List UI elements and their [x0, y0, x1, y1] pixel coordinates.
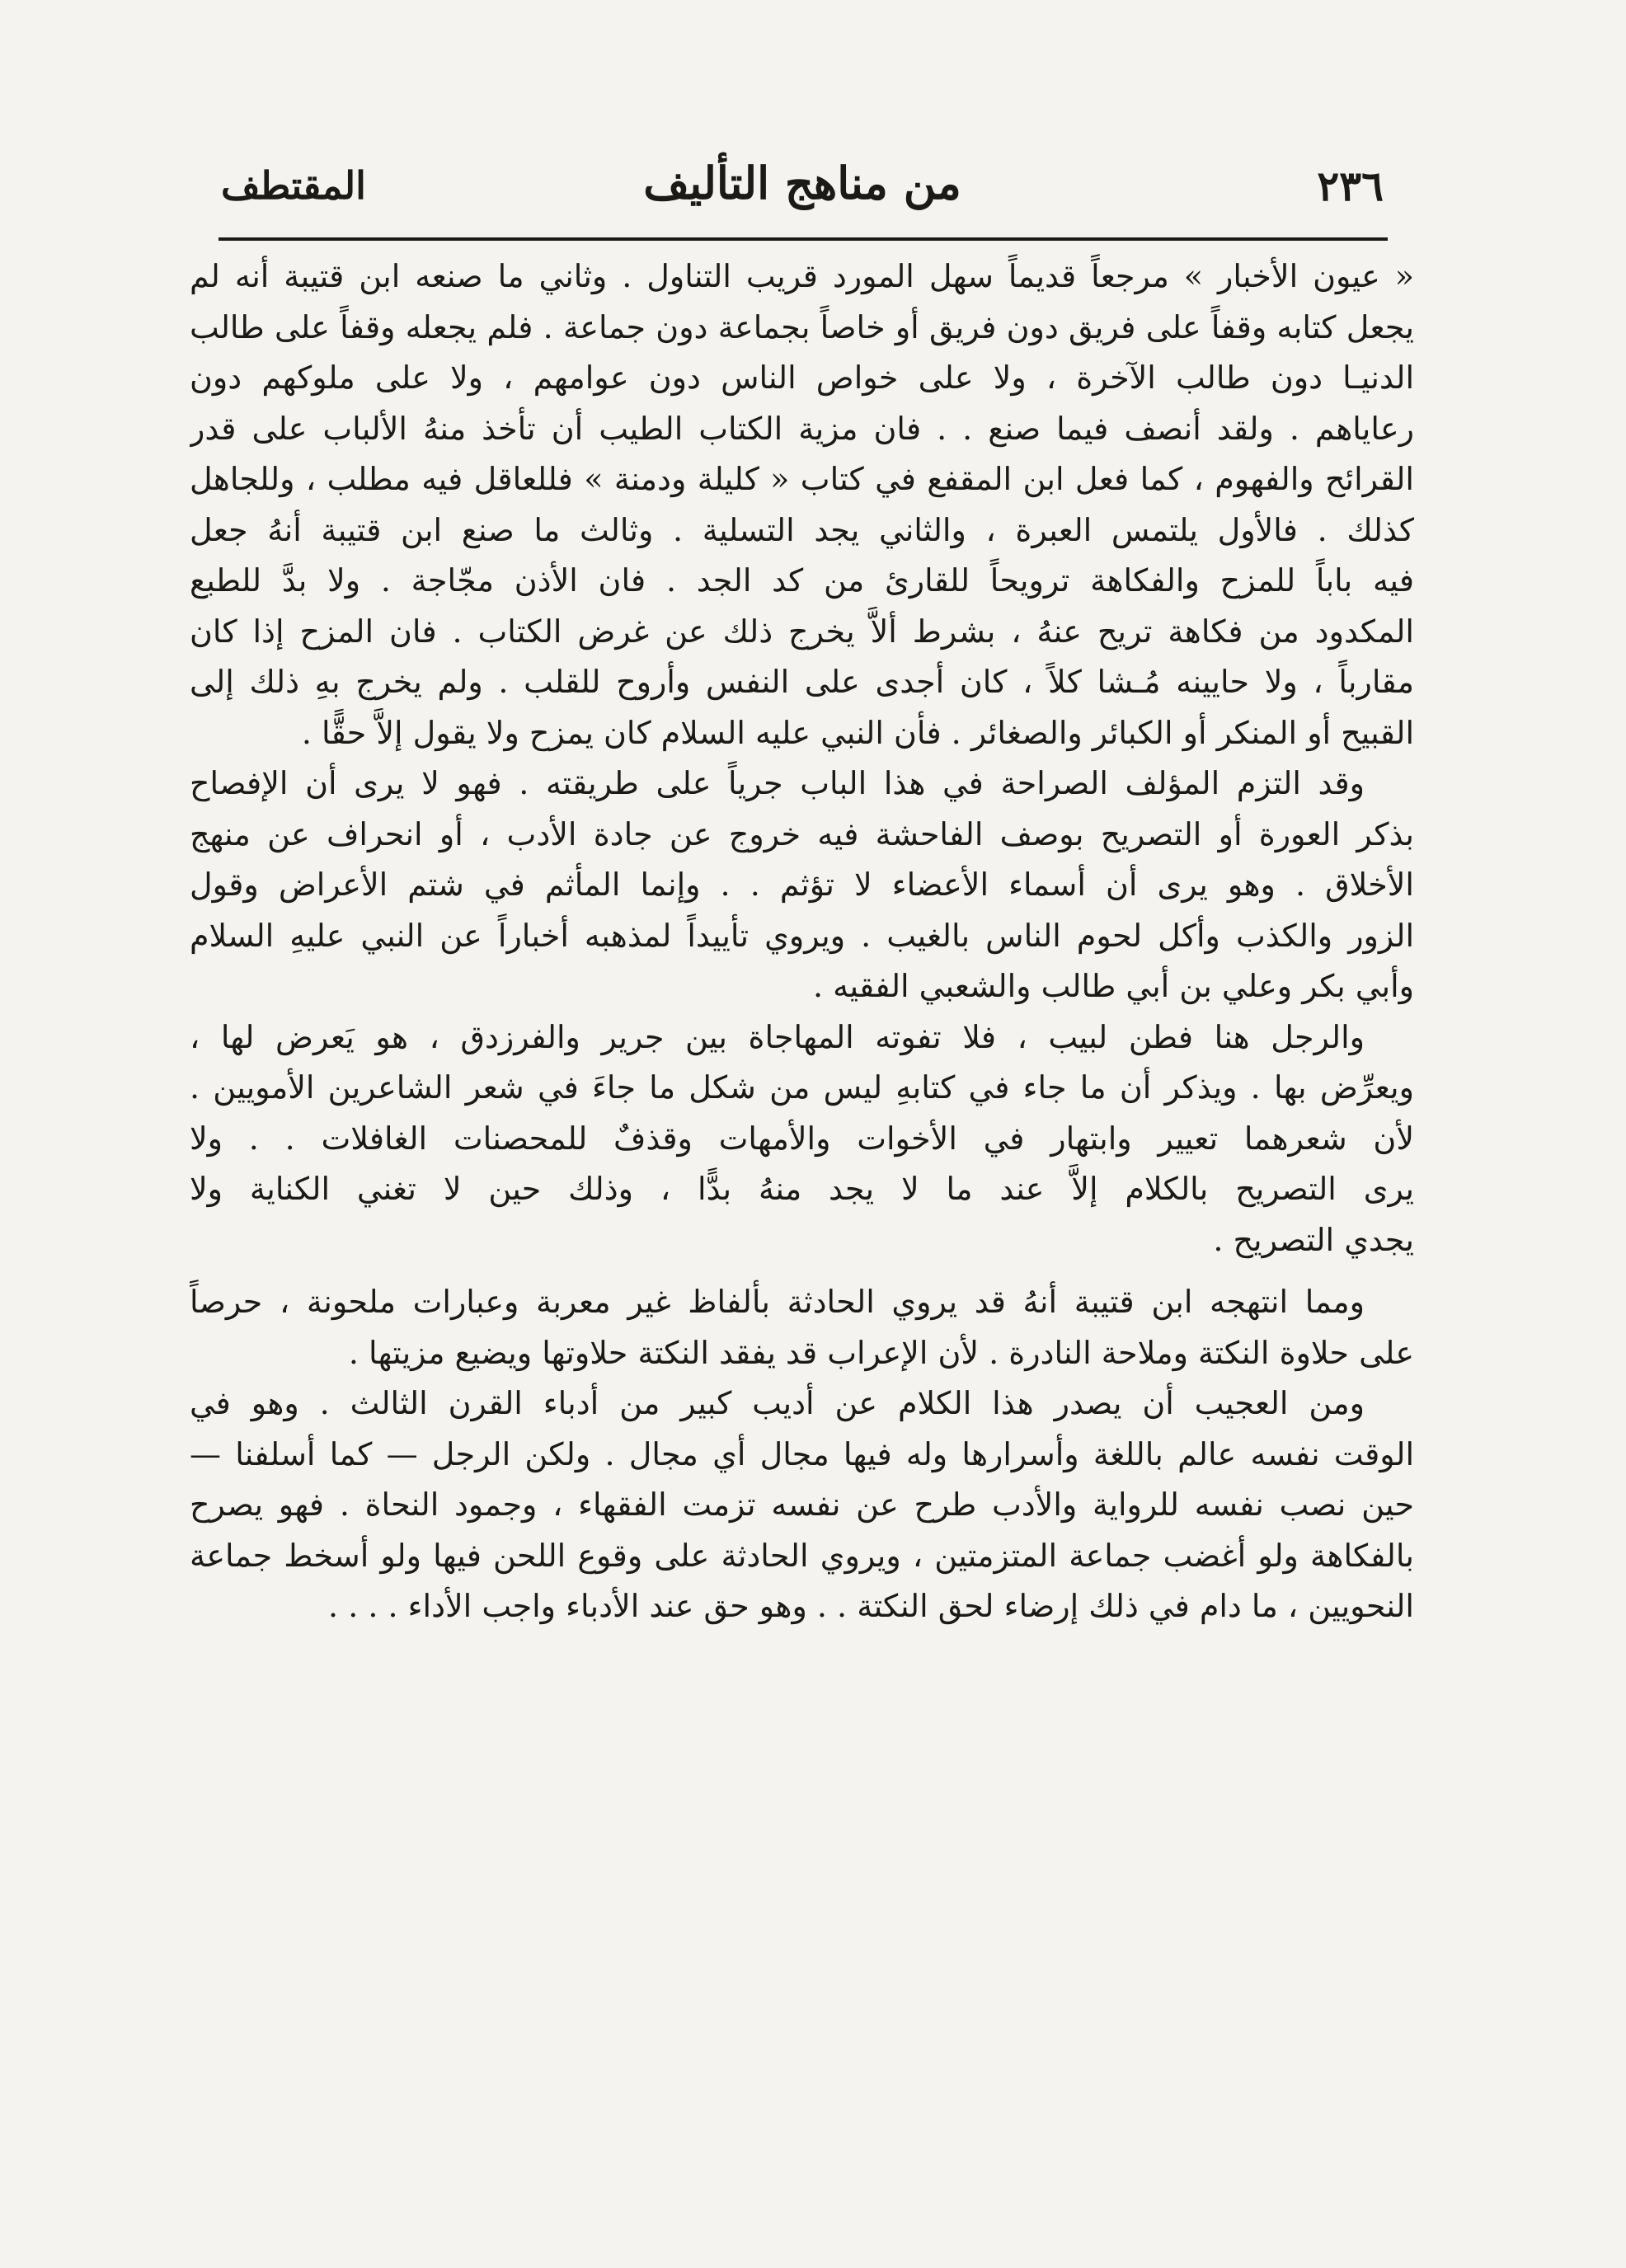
- text-line: لأن شعرهما تعيير وابتهار في الأخوات والأمهات وقذفٌ للمحصنات الغافلات . . ولا: [190, 1120, 1414, 1157]
- text-line: ويعرِّض بها . ويذكر أن ما جاء في كتابهِ ليس من شكل ما جاءَ في شعر الشاعرين الأمويين .: [190, 1069, 1414, 1106]
- text-line: والرجل هنا فطن لبيب ، فلا تفوته المهاجاة بين جرير والفرزدق ، هو يَعرض لها ،: [190, 1018, 1365, 1055]
- text-line: « عيون الأخبار » مرجعاً قديماً سهل المورد قريب التناول . وثاني ما صنعه ابن قتيبة أنه لم: [190, 258, 1414, 294]
- text-line: كذلك . فالأول يلتمس العبرة ، والثاني يجد التسلية . وثالث ما صنع ابن قتيبة أنهُ جعل: [190, 511, 1414, 548]
- text-line: مقارباً ، ولا حايينه مُـشا كلاً ، كان أجدى على النفس وأروح للقلب . ولم يخرج بهِ ذلك إلى: [190, 664, 1414, 700]
- text-line: القرائح والفهوم ، كما فعل ابن المقفع في كتاب « كليلة ودمنة » فللعاقل فيه مطلب ، وللجاهل: [190, 461, 1414, 497]
- text-line: الدنيـا دون طالب الآخرة ، ولا على خواص الناس دون عوامهم ، ولا على ملوكهم دون: [190, 359, 1414, 396]
- text-line: النحويين ، ما دام في ذلك إرضاء لحق النكتة . . وهو حق عند الأدباء واجب الأداء . . . .: [328, 1588, 1414, 1624]
- text-line: فيه باباً للمزح والفكاهة ترويحاً للقارئ من كد الجد . فان الأذن مجّاجة . ولا بدَّ للطبع: [190, 562, 1414, 599]
- journal-name: المقتطف: [221, 163, 366, 208]
- text-line: الوقت نفسه عالم باللغة وأسرارها وله فيها مجال أي مجال . ولكن الرجل — كما أسلفنا —: [190, 1435, 1414, 1472]
- text-line: الزور والكذب وأكل لحوم الناس بالغيب . ويروي تأييداً لمذهبه أخباراً عن النبي عليهِ السلام: [190, 917, 1414, 954]
- text-line: الأخلاق . وهو يرى أن أسماء الأعضاء لا تؤثم . . وإنما المأثم في شتم الأعراض وقول: [190, 866, 1414, 903]
- text-line: ومما انتهجه ابن قتيبة أنهُ قد يروي الحادثة بألفاظ غير معربة وعبارات ملحونة ، حرصاً: [190, 1284, 1365, 1320]
- text-line: رعاياهم . ولقد أنصف فيما صنع . . فان مزية الكتاب الطيب أن تأخذ منهُ الألباب على قدر: [190, 410, 1414, 447]
- text-line: على حلاوة النكتة وملاحة النادرة . لأن الإعراب قد يفقد النكتة حلاوتها ويضيع مزيتها .: [348, 1334, 1414, 1371]
- text-line: بالفكاهة ولو أغضب جماعة المتزمتين ، ويروي الحادثة على وقوع اللحن فيها ولو أسخط جماعة: [190, 1537, 1414, 1574]
- running-title: من مناهج التأليف: [643, 157, 961, 209]
- text-line: حين نصب نفسه للرواية والأدب طرح عن نفسه تزمت الفقهاء ، وجمود النحاة . فهو يصرح: [190, 1486, 1414, 1523]
- header-rule: [219, 237, 1388, 241]
- text-line: المكدود من فكاهة تريح عنهُ ، بشرط ألاَّ يخرج ذلك عن غرض الكتاب . فان المزح إذا كان: [190, 613, 1414, 650]
- text-line: وقد التزم المؤلف الصراحة في هذا الباب جرياً على طريقته . فهو لا يرى أن الإفصاح: [190, 765, 1365, 801]
- text-line: يجعل كتابه وقفاً على فريق دون فريق أو خاصاً بجماعة دون جماعة . فلم يجعله وقفاً على طالب: [190, 308, 1414, 345]
- text-line: يرى التصريح بالكلام إلاَّ عند ما لا يجد منهُ بدًّا ، وذلك حين لا تغني الكناية ولا: [190, 1171, 1414, 1207]
- page-header: [221, 157, 1384, 223]
- text-line: يجدي التصريح .: [1213, 1221, 1414, 1258]
- text-line: بذكر العورة أو التصريح بوصف الفاحشة فيه خروج عن جادة الأدب ، أو انحراف عن منهج: [190, 815, 1414, 852]
- page-number: ٢٣٦: [1317, 162, 1384, 210]
- text-line: وأبي بكر وعلي بن أبي طالب والشعبي الفقيه .: [813, 968, 1414, 1004]
- text-line: القبيح أو المنكر أو الكبائر والصغائر . فأن النبي عليه السلام كان يمزح ولا يقول إلاَّ حقًّا .: [301, 714, 1414, 751]
- body-text: [190, 251, 1414, 1632]
- text-line: ومن العجيب أن يصدر هذا الكلام عن أديب كبير من أدباء القرن الثالث . وهو في: [190, 1385, 1365, 1421]
